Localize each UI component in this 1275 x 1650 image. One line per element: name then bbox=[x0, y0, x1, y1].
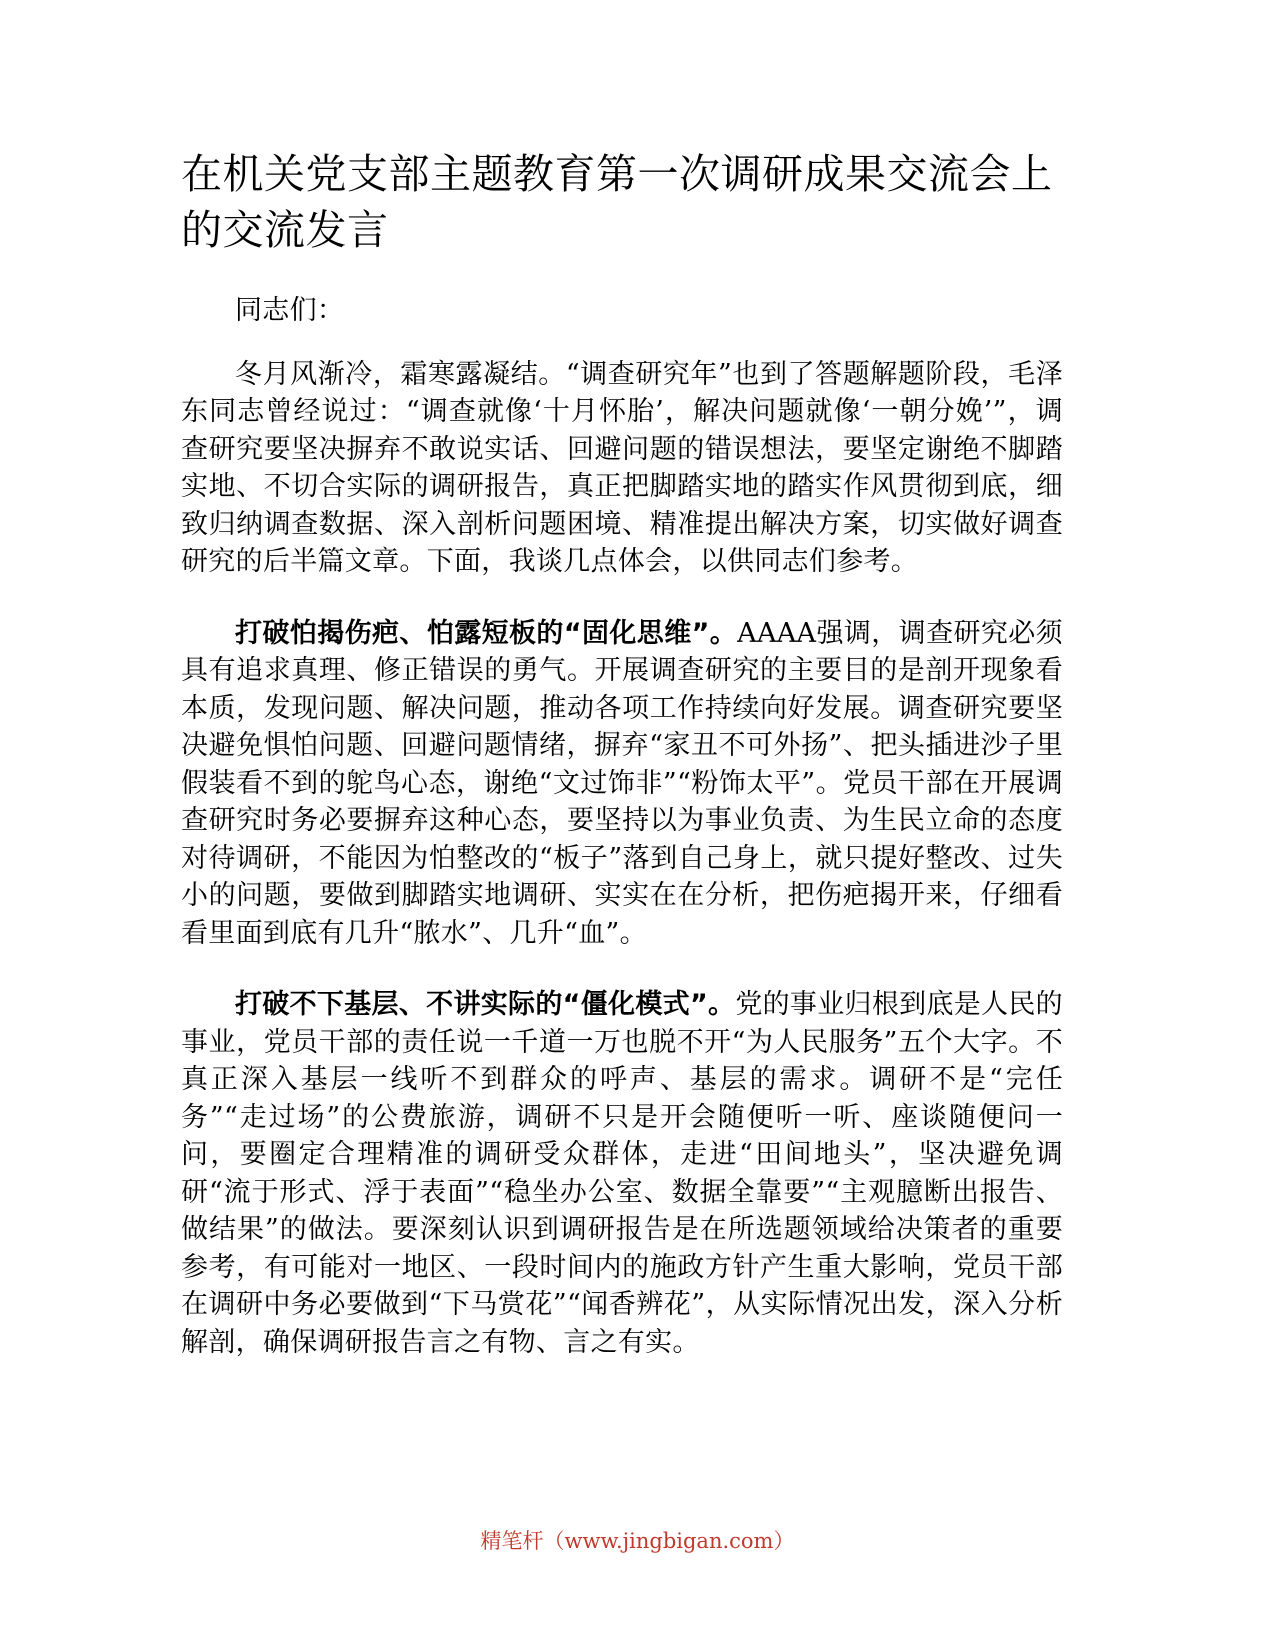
section-body-1: AAAA强调，调查研究必须具有追求真理、修正错误的勇气。开展调查研究的主要目的是剖开现象看本质，发现问题、解决问题，推动各项工作持续向好发展。调查研究要坚决避免惧怕问题、回避问题情绪，摒弃“家丑不可外扬”、把头插进沙子里假装看不到的鸵鸟心态，谢绝“文过饰非”“粉饰太平”。党员干部在开展调查研究时务必要摒弃这种心态，要坚持以为事业负责、为生民立命的态度对待调研，不能因为怕整改的“板子”落到自己身上，就只提好整改、过失小的问题，要做到脚踏实地调研、实实在在分析，把伤疤揭开来，仔细看看里面到底有几升“脓水”、几升“血”。 bbox=[181, 617, 1063, 949]
section-paragraph-2 bbox=[181, 986, 1063, 1361]
section-paragraph-1 bbox=[181, 615, 1063, 953]
section-body-2: 党的事业归根到底是人民的事业，党员干部的责任说一千道一万也脱不开“为人民服务”五个大字。不真正深入基层一线听不到群众的呼声、基层的需求。调研不是“完任务”“走过场”的公费旅游，调研不只是开会随便听一听、座谈随便问一问，要圈定合理精准的调研受众群体，走进“田间地头”，坚决避免调研“流于形式、浮于表面”“稳坐办公室、数据全靠要”“主观臆断出报告、做结果”的做法。要深刻认识到调研报告是在所选题领域给决策者的重要参考，有可能对一地区、一段时间内的施政方针产生重大影响，党员干部在调研中务必要做到“下马赏花”“闻香辨花”，从实际情况出发，深入分析解剖，确保调研报告言之有物、言之有实。 bbox=[181, 989, 1063, 1358]
greeting: 同志们： bbox=[235, 295, 345, 326]
document-title: 在机关党支部主题教育第一次调研成果交流会上的交流发言 bbox=[181, 150, 1053, 254]
document-page bbox=[181, 146, 1063, 1395]
section-heading-1: 打破怕揭伤疤、怕露短板的“固化思维”。 bbox=[235, 617, 738, 649]
intro-paragraph: 冬月风渐冷，霜寒露凝结。“调查研究年”也到了答题解题阶段，毛泽东同志曾经说过：“调查就像‘十月怀胎’，解决问题就像‘一朝分娩’”，调查研究要坚决摒弃不敢说实话、回避问题的错误想法，要坚定谢绝不脚踏实地、不切合实际的调研报告，真正把脚踏实地的踏实作风贯彻到底，细致归纳调查数据、深入剖析问题困境、精准提出解决方案，切实做好调查研究的后半篇文章。下面，我谈几点体会，以供同志们参考。 bbox=[181, 358, 1063, 577]
footer-watermark-link[interactable]: 精笔杆（www.jingbigan.com） bbox=[480, 1529, 795, 1553]
section-heading-2: 打破不下基层、不讲实际的“僵化模式”。 bbox=[235, 989, 736, 1020]
